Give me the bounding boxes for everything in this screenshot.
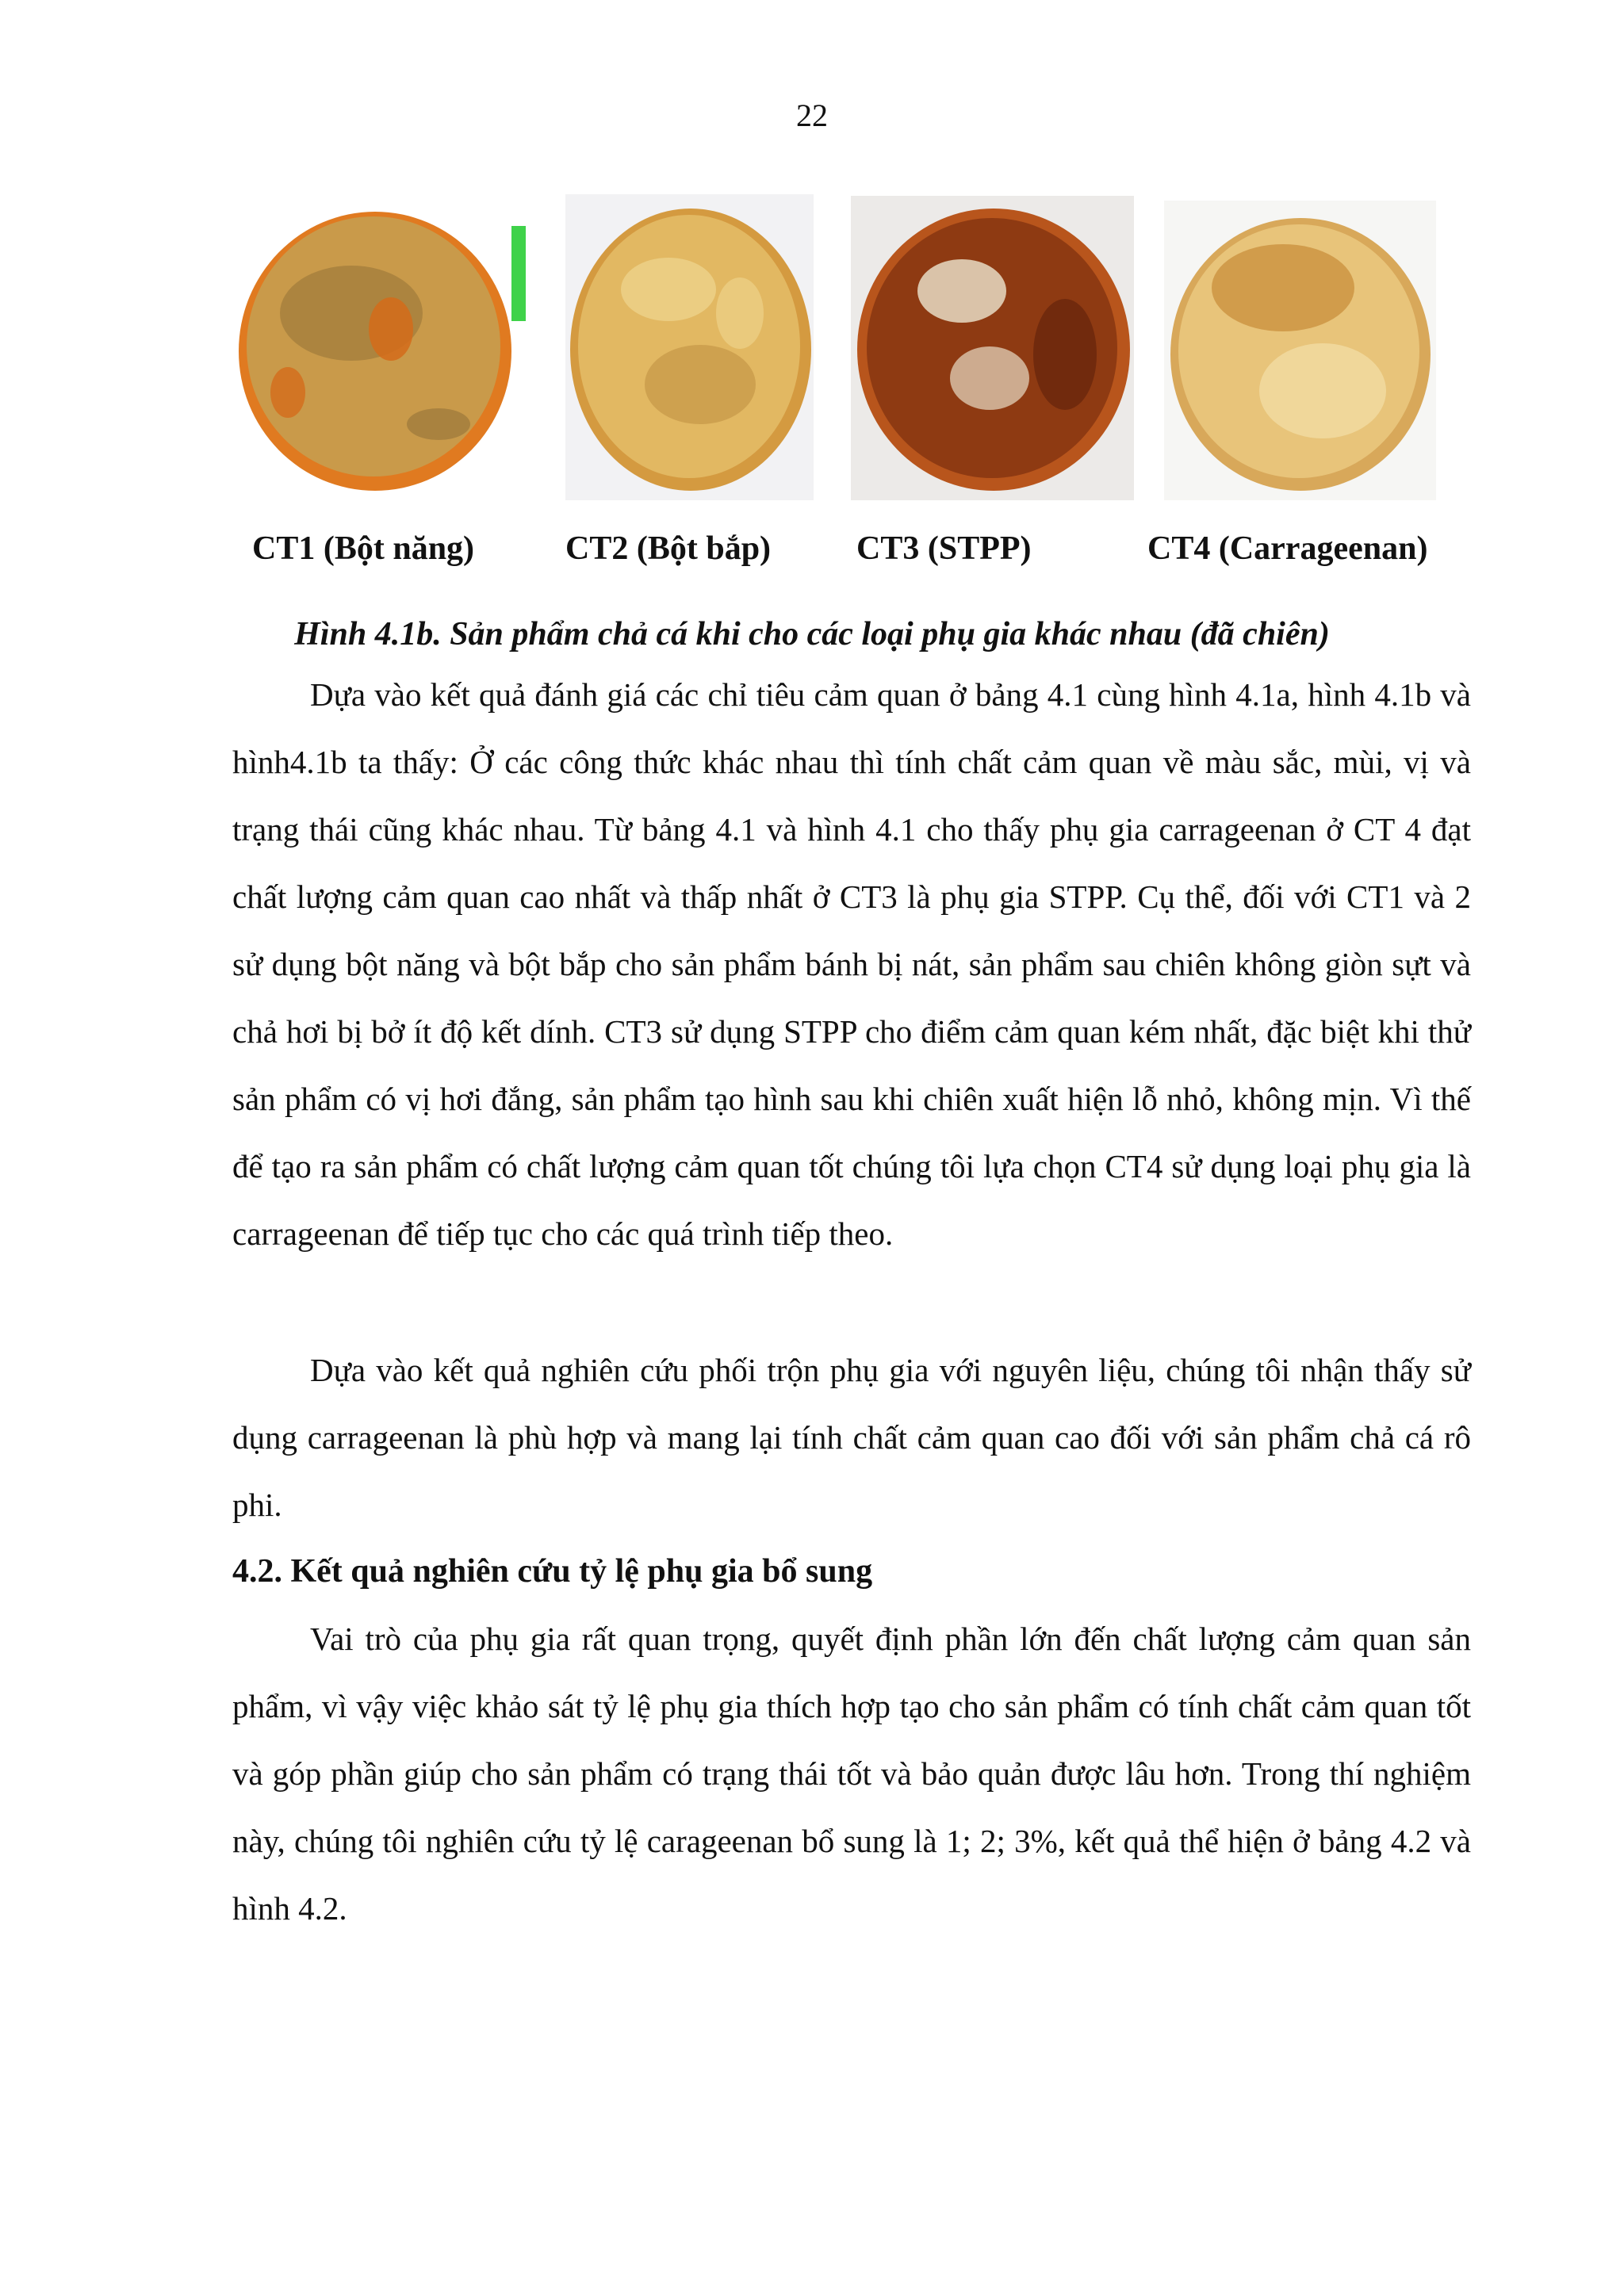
fried-fish-cake-photo-ct2 (565, 194, 814, 500)
photo-label-ct3: CT3 (STPP) (856, 530, 1032, 567)
cake-shade (1212, 244, 1354, 331)
photo-ct4-drawing (1164, 201, 1436, 500)
cake-spot (369, 297, 413, 361)
cake-highlight (950, 346, 1029, 410)
fried-fish-cake-photo-ct3 (851, 196, 1134, 500)
cake-shade (645, 345, 756, 424)
cake-spot (270, 367, 305, 418)
figure-caption: Hình 4.1b. Sản phẩm chả cá khi cho các loại phụ gia khác nhau (đã chiên) (294, 616, 1330, 652)
fried-fish-cake-photo-ct4 (1164, 201, 1436, 500)
paragraph: Dựa vào kết quả đánh giá các chỉ tiêu cảm quan ở bảng 4.1 cùng hình 4.1a, hình 4.1b và hình4.1b ta thấy: Ở các công thức khác nhau thì tính chất cảm quan về màu sắc, mùi, vị và trạng thái cũng khác nhau. Từ bảng 4.1 và hình 4.1 cho thấy phụ gia carrageenan ở CT 4 đạt chất lượng cảm quan cao nhất và thấp nhất ở CT3 là phụ gia STPP. Cụ thể, đối với CT1 và 2 sử dụng bột năng và bột bắp cho sản phẩm bánh bị nát, sản phẩm sau chiên không giòn sựt và chả hơi bị bở ít độ kết dính. CT3 sử dụng STPP cho điểm cảm quan kém nhất, đặc biệt khi thử sản phẩm có vị hơi đắng, sản phẩm tạo hình sau khi chiên xuất hiện lỗ nhỏ, không mịn. Vì thế để tạo ra sản phẩm có chất lượng cảm quan tốt chúng tôi lựa chọn CT4 sử dụng loại phụ gia là carrageenan để tiếp tục cho các quá trình tiếp theo. (232, 676, 1471, 1252)
cake-shade (1033, 299, 1097, 410)
green-strip (511, 226, 526, 321)
cake-highlight (1259, 343, 1386, 438)
photo-label-ct2: CT2 (Bột bắp) (565, 530, 772, 567)
cake-highlight (621, 258, 716, 321)
photo-ct1-drawing (232, 194, 526, 500)
cake-highlight (917, 259, 1006, 323)
page-number: 22 (796, 98, 828, 133)
photo-ct2-drawing (565, 194, 814, 500)
section-heading: 4.2. Kết quả nghiên cứu tỷ lệ phụ gia bổ sung (232, 1553, 873, 1590)
paragraph: Dựa vào kết quả nghiên cứu phối trộn phụ gia với nguyên liệu, chúng tôi nhận thấy sử dụng carrageenan là phù hợp và mang lại tính chất cảm quan cao đối với sản phẩm chả cá rô phi. (232, 1352, 1471, 1523)
photo-label-ct4: CT4 (Carrageenan) (1147, 530, 1428, 567)
cake-highlight (716, 277, 764, 349)
fried-fish-cake-photo-ct1 (232, 194, 526, 500)
paragraph: Vai trò của phụ gia rất quan trọng, quyết định phần lớn đến chất lượng cảm quan sản phẩm, vì vậy việc khảo sát tỷ lệ phụ gia thích hợp tạo cho sản phẩm có tính chất cảm quan tốt và góp phần giúp cho sản phẩm có trạng thái tốt và bảo quản được lâu hơn. Trong thí nghiệm này, chúng tôi nghiên cứu tỷ lệ carageenan bổ sung là 1; 2; 3%, kết quả thể hiện ở bảng 4.2 và hình 4.2. (232, 1621, 1471, 1927)
photo-label-ct1: CT1 (Bột năng) (252, 530, 475, 567)
cake-shade (407, 408, 470, 440)
photo-ct3-drawing (851, 196, 1134, 500)
